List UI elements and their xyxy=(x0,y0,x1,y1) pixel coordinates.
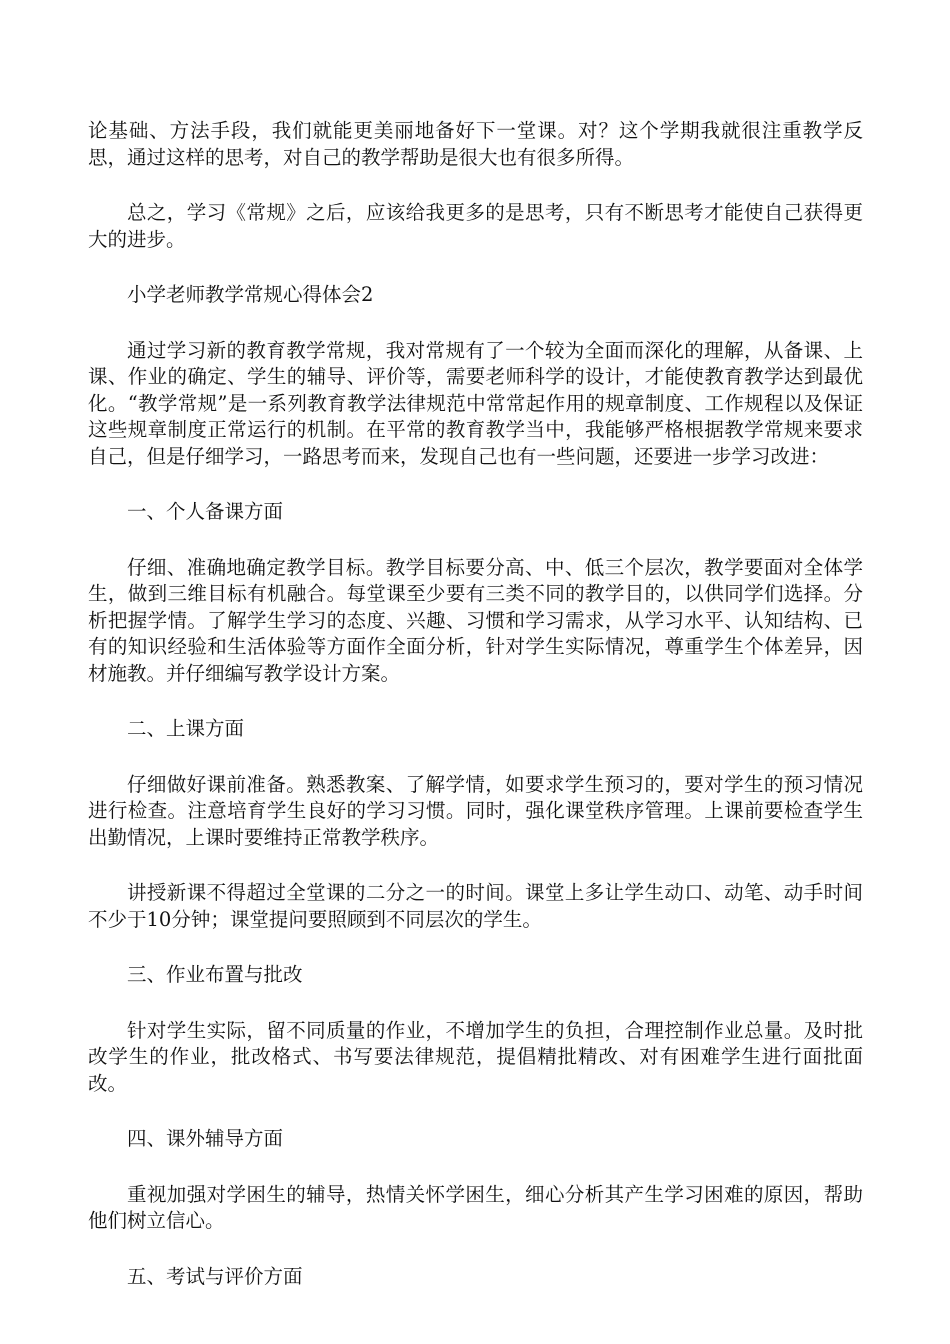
section-heading-lesson-prep: 一、个人备课方面 xyxy=(127,500,284,523)
document-page xyxy=(88,118,863,1319)
paragraph-class-prep: 仔细做好课前准备。熟悉教案、了解学情，如要求学生预习的，要对学生的预习情况进行检查。注意培育学生良好的学习习惯。同时，强化课堂秩序管理。上课前要检查学生出勤情况，上课时要维持正常教学秩序。 xyxy=(88,772,863,849)
section-heading-class: 二、上课方面 xyxy=(127,717,245,740)
paragraph-homework: 针对学生实际，留不同质量的作业，不增加学生的负担，合理控制作业总量。及时批改学生的作业，批改格式、书写要法律规范，提倡精批精改、对有困难学生进行面批面改。 xyxy=(88,1018,863,1095)
section-heading-exam: 五、考试与评价方面 xyxy=(127,1264,303,1288)
paragraph-intro: 通过学习新的教育教学常规，我对常规有了一个较为全面而深化的理解，从备课、上课、作业的确定、学生的辅导、评价等，需要老师科学的设计，才能使教育教学达到最优化。“教学常规”是一系列教育教学法律规范中常常起作用的规章制度、工作规程以及保证这些规章制度正常运行的机制。在平常的教育教学当中，我能够严格根据教学常规来要求自己，但是仔细学习，一路思考而来，发现自己也有一些问题，还要进一步学习改进： xyxy=(88,338,863,468)
paragraph-lesson-prep: 仔细、准确地确定教学目标。教学目标要分高、中、低三个层次，教学要面对全体学生，做到三维目标有机融合。每堂课至少要有三类不同的教学目的，以供同学们选择。分析把握学情。了解学生学习的态度、兴趣、习惯和学习需求，从学习水平、认知结构、已有的知识经验和生活体验等方面作全面分析，针对学生实际情况，尊重学生个体差异，因材施教。并仔细编写教学设计方案。 xyxy=(88,555,863,685)
section-heading-tutoring: 四、课外辅导方面 xyxy=(127,1127,284,1150)
paragraph-continued: 论基础、方法手段，我们就能更美丽地备好下一堂课。对？这个学期我就很注重教学反思，通过这样的思考，对自己的教学帮助是很大也有很多所得。 xyxy=(88,119,863,169)
paragraph-class-time: 讲授新课不得超过全堂课的二分之一的时间。课堂上多让学生动口、动笔、动手时间不少于10分钟；课堂提问要照顾到不同层次的学生。 xyxy=(88,881,863,931)
paragraph-summary: 总之，学习《常规》之后，应该给我更多的是思考，只有不断思考才能使自己获得更大的进步。 xyxy=(88,201,863,251)
section-heading-homework: 三、作业布置与批改 xyxy=(127,963,303,986)
paragraph-tutoring: 重视加强对学困生的辅导，热情关怀学困生，细心分析其产生学习困难的原因，帮助他们树立信心。 xyxy=(88,1182,863,1232)
article-title: 小学老师教学常规心得体会2 xyxy=(127,283,374,306)
